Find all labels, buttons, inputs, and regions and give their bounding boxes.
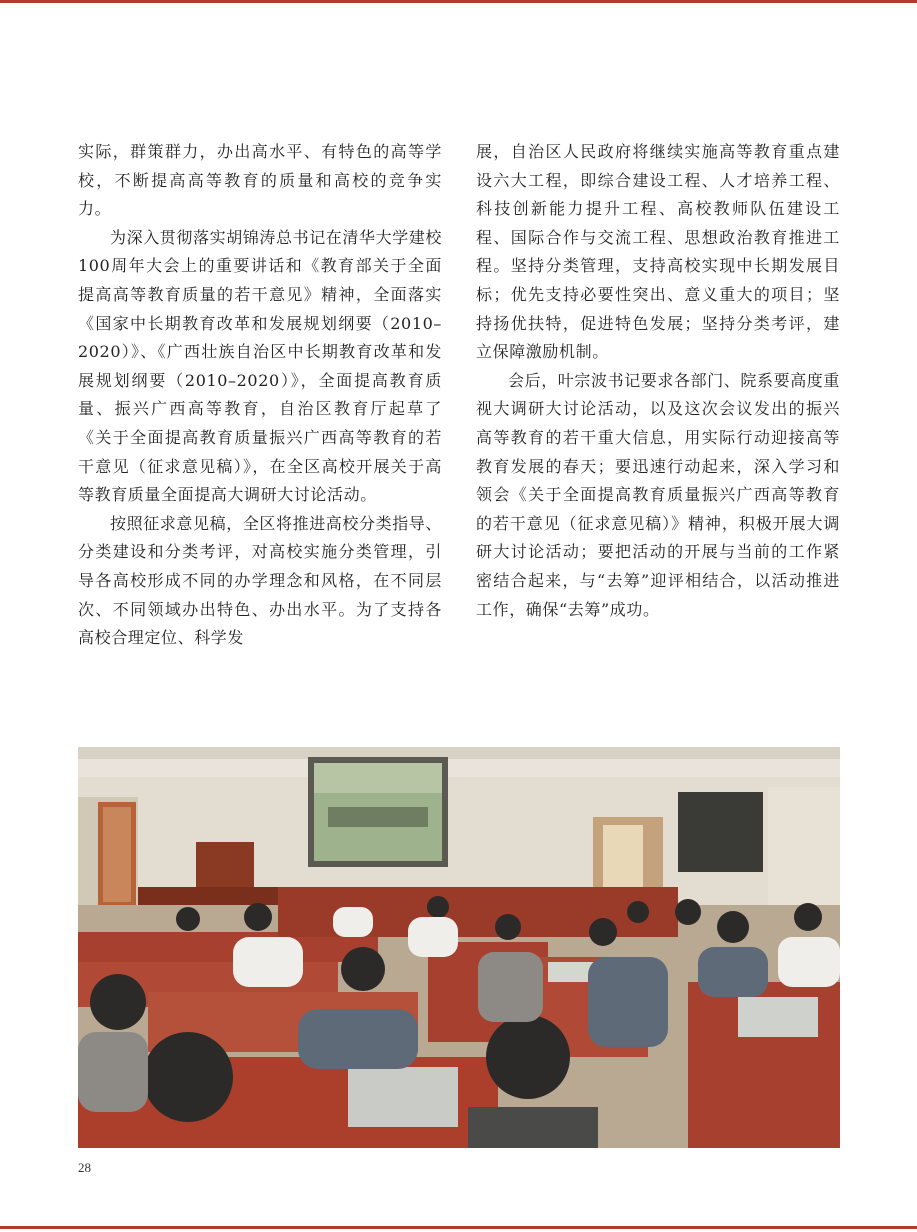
- paragraph-continued: 展，自治区人民政府将继续实施高等教育重点建设六大工程，即综合建设工程、人才培养工程、科技创新能力提升工程、高校教师队伍建设工程、国际合作与交流工程、思想政治教育推进工程。坚持分类管理，支持高校实现中长期发展目标；优先支持必要性突出、意义重大的项目；坚持扬优扶特，促进特色发展；坚持分类考评，建立保障激励机制。: [476, 142, 840, 362]
- bottom-rule: [0, 1226, 917, 1229]
- article-right-column: [476, 138, 840, 624]
- paragraph: 为深入贯彻落实胡锦涛总书记在清华大学建校100周年大会上的重要讲话和《教育部关于全面提高高等教育质量的若干意见》精神，全面落实《国家中长期教育改革和发展规划纲要（2010–2020）》、《广西壮族自治区中长期教育改革和发展规划纲要（2010–2020）》，全面提高教育质量、振兴广西高等教育，自治区教育厅起草了《关于全面提高教育质量振兴广西高等教育的若干意见（征求意见稿）》，在全区高校开展关于高等教育质量全面提高大调研大讨论活动。: [78, 227, 443, 505]
- article-left-column: [78, 138, 442, 653]
- page-number: 28: [78, 1160, 91, 1175]
- meeting-photo: [78, 747, 840, 1148]
- paragraph: 按照征求意见稿，全区将推进高校分类指导、分类建设和分类考评，对高校实施分类管理，引导各高校形成不同的办学理念和风格，在不同层次、不同领域办出特色、办出水平。为了支持各高校合理定位、科学发: [78, 513, 443, 648]
- top-rule: [0, 0, 917, 3]
- paragraph-continued: 实际，群策群力，办出高水平、有特色的高等学校，不断提高高等教育的质量和高校的竞争实力。: [78, 142, 442, 219]
- paragraph: 会后，叶宗波书记要求各部门、院系要高度重视大调研大讨论活动，以及这次会议发出的振兴高等教育的若干重大信息，用实际行动迎接高等教育发展的春天；要迅速行动起来，深入学习和领会《关于全面提高教育质量振兴广西高等教育的若干意见（征求意见稿）》精神，积极开展大调研大讨论活动；要把活动的开展与当前的工作紧密结合起来，与“去筹”迎评相结合，以活动推进工作，确保“去筹”成功。: [476, 370, 841, 619]
